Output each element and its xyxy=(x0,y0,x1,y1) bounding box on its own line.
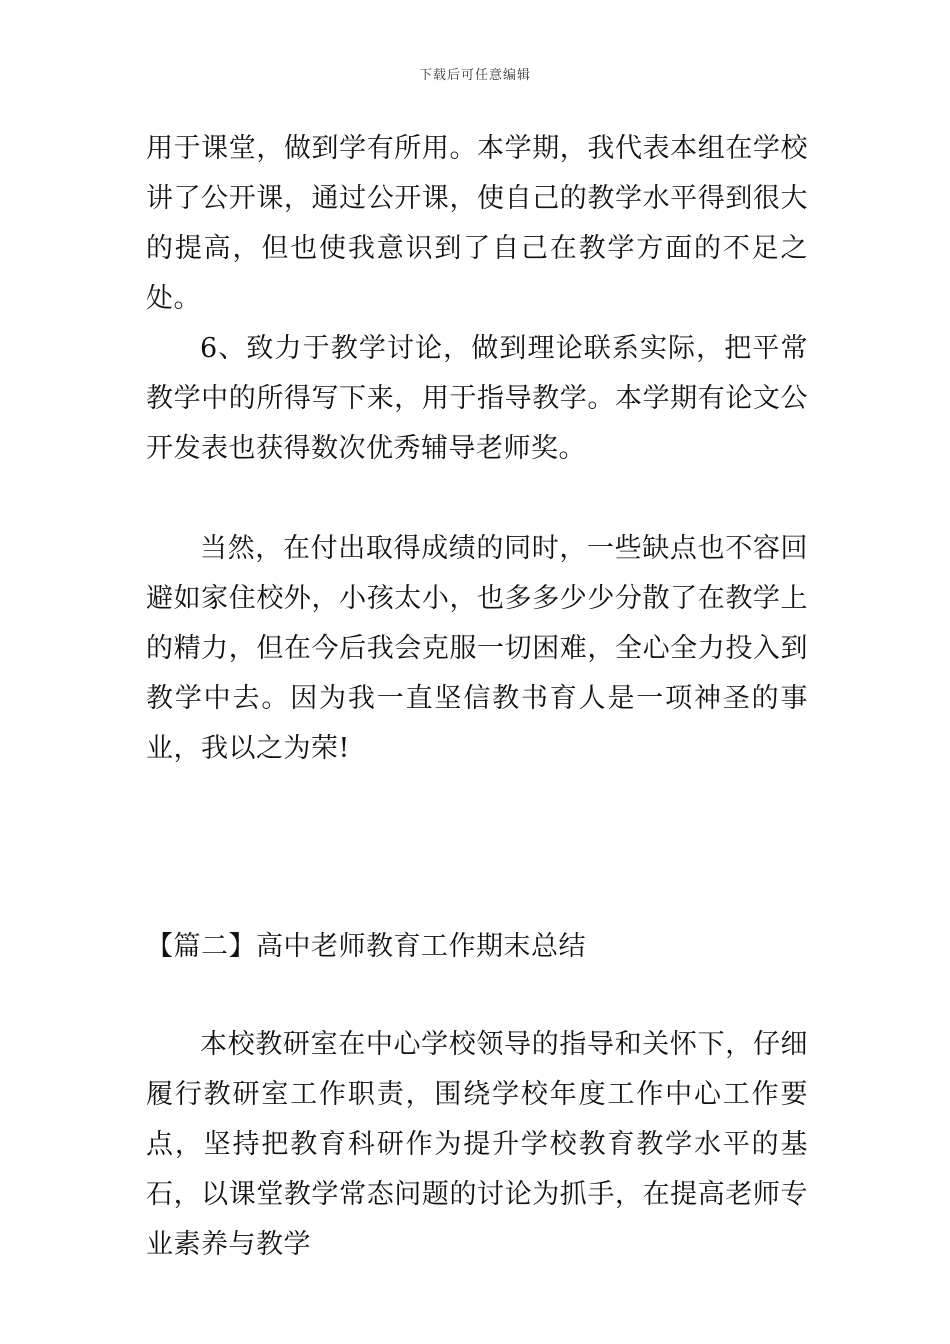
section-title: 【篇二】高中老师教育工作期末总结 xyxy=(146,931,586,962)
paragraph-continued xyxy=(146,124,808,324)
paragraph-text: 6、致力于教学讨论，做到理论联系实际，把平常教学中的所得写下来，用于指导教学。本学期有论文公开发表也获得数次优秀辅导老师奖。 xyxy=(146,333,808,464)
paragraph-text: 当然，在付出取得成绩的同时，一些缺点也不容回避如家住校外，小孩太小，也多多少少分散了在教学上的精力，但在今后我会克服一切困难，全心全力投入到教学中去。因为我一直坚信教书育人是一项神圣的事业，我以之为荣! xyxy=(146,533,808,764)
section-heading xyxy=(146,922,808,972)
paragraph-conclusion xyxy=(146,524,808,774)
header-note: 下载后可任意编辑 xyxy=(418,68,531,83)
paragraph-intro xyxy=(146,1020,808,1270)
paragraph-text: 用于课堂，做到学有所用。本学期，我代表本组在学校讲了公开课，通过公开课，使自己的教学水平得到很大的提高，但也使我意识到了自己在教学方面的不足之处。 xyxy=(146,133,808,314)
paragraph-item-6 xyxy=(146,324,808,474)
paragraph-text: 本校教研室在中心学校领导的指导和关怀下，仔细履行教研室工作职责，围绕学校年度工作中心工作要点，坚持把教育科研作为提升学校教育教学水平的基石，以课堂教学常态问题的讨论为抓手，在提高老师专业素养与教学 xyxy=(146,1029,808,1260)
